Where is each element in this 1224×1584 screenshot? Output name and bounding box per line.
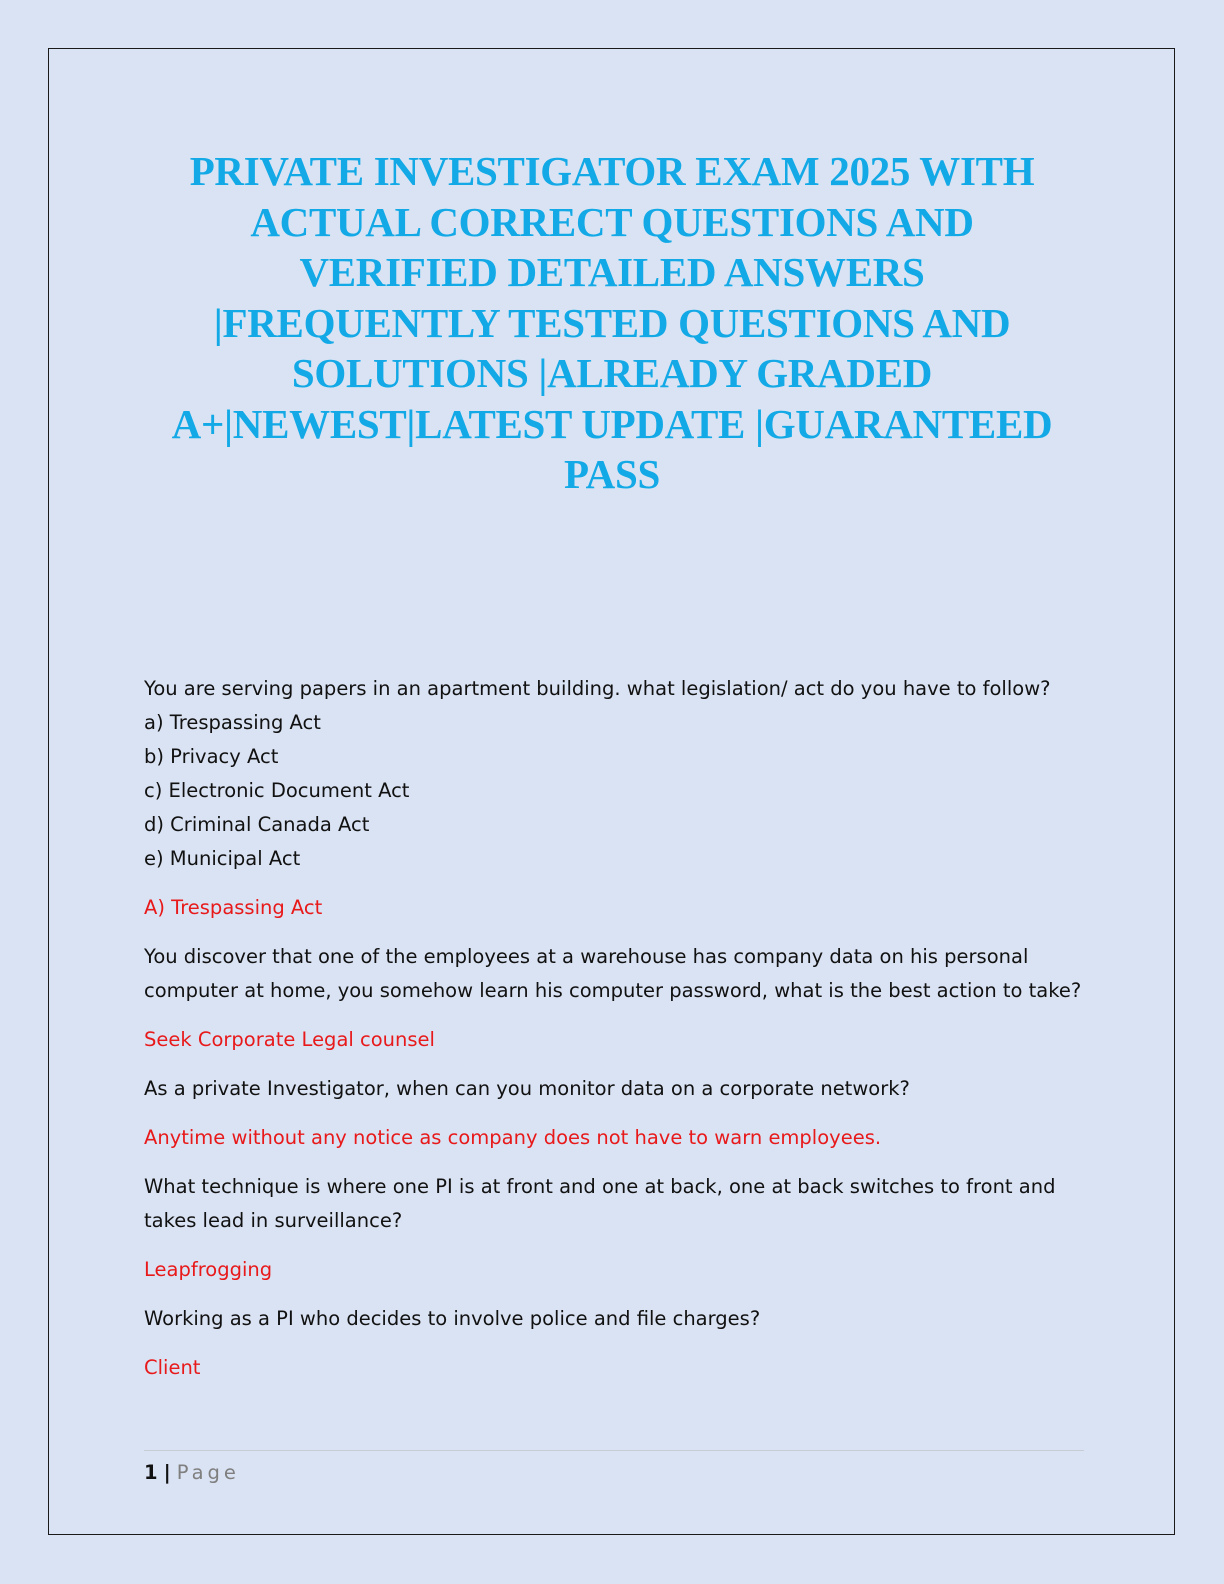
question-text-line: takes lead in surveillance? <box>144 1209 403 1232</box>
correct-answer: A) Trespassing Act <box>144 896 323 919</box>
title-line: VERIFIED DETAILED ANSWERS <box>299 249 925 295</box>
question-block-2 <box>144 940 1094 1057</box>
correct-answer: Client <box>144 1356 201 1379</box>
title-line: |FREQUENTLY TESTED QUESTIONS AND <box>213 299 1011 346</box>
title-line: PRIVATE INVESTIGATOR EXAM 2025 WITH <box>189 148 1035 194</box>
answer-option: e) Municipal Act <box>144 847 301 870</box>
question-block-3 <box>144 1072 1094 1155</box>
correct-answer: Seek Corporate Legal counsel <box>144 1028 435 1051</box>
title-line: ACTUAL CORRECT QUESTIONS AND <box>250 198 974 245</box>
question-text: You are serving papers in an apartment building. what legislation/ act do you have to follow? <box>144 677 1051 700</box>
document-title <box>130 146 1094 500</box>
title-line: A+|NEWEST|LATEST UPDATE |GUARANTEED <box>171 400 1053 447</box>
question-block-4 <box>144 1170 1094 1287</box>
title-line: PASS <box>563 451 660 497</box>
answer-option: a) Trespassing Act <box>144 711 321 734</box>
question-text-line: What technique is where one PI is at front and one at back, one at back switches to front and <box>144 1175 1056 1198</box>
page-footer <box>144 1456 240 1490</box>
question-text-line: computer at home, you somehow learn his computer password, what is the best action to take? <box>144 979 1082 1002</box>
answer-option: b) Privacy Act <box>144 745 279 768</box>
question-block-5 <box>144 1302 1094 1385</box>
qa-content <box>144 672 1094 1385</box>
question-block-1 <box>144 672 1094 925</box>
footer-separator: | <box>163 1461 171 1484</box>
question-text: Working as a PI who decides to involve police and file charges? <box>144 1307 761 1330</box>
answer-option: d) Criminal Canada Act <box>144 813 370 836</box>
answer-option: c) Electronic Document Act <box>144 779 410 802</box>
page-label: Page <box>176 1461 240 1484</box>
page-number: 1 <box>144 1461 158 1484</box>
footer-divider <box>144 1450 1084 1451</box>
title-line: SOLUTIONS |ALREADY GRADED <box>291 350 933 396</box>
correct-answer: Leapfrogging <box>144 1258 273 1281</box>
correct-answer: Anytime without any notice as company does not have to warn employees. <box>144 1126 882 1149</box>
question-text-line: You discover that one of the employees at a warehouse has company data on his personal <box>144 945 1029 968</box>
question-text: As a private Investigator, when can you monitor data on a corporate network? <box>144 1077 910 1100</box>
